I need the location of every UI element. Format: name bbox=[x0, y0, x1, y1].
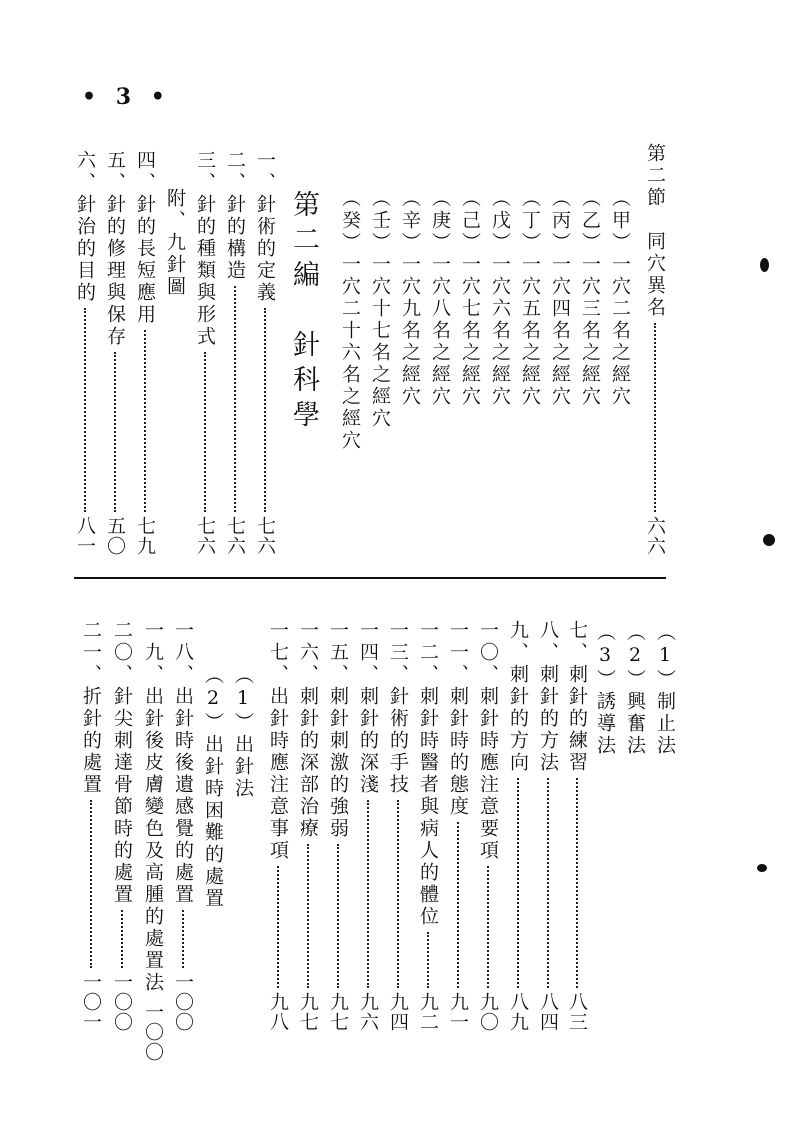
toc-entry[interactable] bbox=[141, 620, 165, 1062]
entry-page-number: 一〇〇 bbox=[172, 972, 194, 1032]
entry-page-number: 九七 bbox=[297, 992, 319, 1032]
toc-entry bbox=[338, 188, 362, 452]
entry-page-number: 八一 bbox=[74, 516, 96, 556]
entry-label: 六、針治的目的 bbox=[74, 150, 96, 304]
dot-leader bbox=[427, 932, 429, 988]
dot-leader bbox=[204, 352, 206, 512]
toc-entry[interactable] bbox=[416, 620, 440, 1032]
toc-entry[interactable] bbox=[326, 620, 350, 1032]
dot-leader bbox=[547, 778, 549, 988]
entry-label: 一四、刺針的深淺 bbox=[357, 620, 379, 796]
entry-label: 三、針的種類與形式 bbox=[194, 150, 216, 348]
entry-label: 一九、出針後皮膚變色及高腫的處置法 bbox=[142, 620, 164, 994]
entry-page-number: 七六 bbox=[194, 516, 216, 556]
entry-label: （丁）一穴五名之經穴 bbox=[519, 188, 541, 408]
page-number: • 3 • bbox=[82, 84, 171, 110]
entry-page-number: 九〇 bbox=[477, 992, 499, 1032]
dot-leader bbox=[121, 910, 123, 968]
toc-entry bbox=[368, 188, 392, 430]
entry-label: 一〇、刺針時應注意要項 bbox=[477, 620, 499, 862]
dot-leader bbox=[182, 910, 184, 968]
toc-entry[interactable] bbox=[253, 150, 277, 556]
entry-page-number: 五〇 bbox=[104, 516, 126, 556]
entry-page-number: 九二 bbox=[417, 992, 439, 1032]
toc-entry bbox=[653, 622, 677, 757]
entry-page-number: 九七 bbox=[327, 992, 349, 1032]
toc-entry[interactable] bbox=[223, 150, 247, 556]
dot-leader bbox=[397, 800, 399, 988]
entry-label: 第二節 同穴異名 bbox=[644, 143, 666, 319]
entry-label: 八、刺針的方法 bbox=[537, 620, 559, 774]
entry-label: 二、針的構造 bbox=[224, 150, 246, 282]
entry-label: （甲）一穴二名之經穴 bbox=[609, 188, 631, 408]
toc-entry bbox=[518, 188, 542, 408]
entry-page-number: 九六 bbox=[357, 992, 379, 1032]
entry-label: 七、刺針的練習 bbox=[566, 620, 588, 774]
dot-leader bbox=[144, 330, 146, 512]
ink-blot bbox=[757, 864, 767, 872]
entry-page-number: 九四 bbox=[387, 992, 409, 1032]
entry-label: （己）一穴七名之經穴 bbox=[459, 188, 481, 408]
dot-leader bbox=[654, 323, 656, 512]
entry-label: （1）制止法 bbox=[654, 622, 676, 757]
toc-entry[interactable] bbox=[386, 620, 410, 1032]
toc-entry[interactable] bbox=[266, 620, 290, 1032]
dot-leader bbox=[90, 800, 92, 968]
toc-entry bbox=[623, 622, 647, 757]
toc-entry[interactable] bbox=[296, 620, 320, 1032]
dot-leader bbox=[84, 308, 86, 512]
toc-entry[interactable] bbox=[565, 620, 589, 1032]
dot-leader bbox=[307, 844, 309, 988]
toc-entry bbox=[231, 665, 255, 800]
entry-page-number: 九八 bbox=[267, 992, 289, 1032]
entry-page-number: 七六 bbox=[224, 516, 246, 556]
toc-entry[interactable] bbox=[476, 620, 500, 1032]
dot-leader bbox=[277, 866, 279, 988]
toc-entry[interactable] bbox=[536, 620, 560, 1032]
entry-label: （丙）一穴四名之經穴 bbox=[549, 188, 571, 408]
entry-label: （癸）一穴二十六名之經穴 bbox=[339, 188, 361, 452]
entry-page-number: 一〇一 bbox=[80, 972, 102, 1032]
entry-label: （庚）一穴八名之經穴 bbox=[429, 188, 451, 408]
entry-label: （戊）一穴六名之經穴 bbox=[489, 188, 511, 408]
toc-entry[interactable] bbox=[446, 620, 470, 1032]
toc-entry bbox=[201, 665, 225, 910]
ink-blot bbox=[760, 258, 769, 272]
entry-label: （3）誘導法 bbox=[594, 622, 616, 757]
entry-label: 九、刺針的方向 bbox=[507, 620, 529, 774]
entry-label: （壬）一穴十七名之經穴 bbox=[369, 188, 391, 430]
entry-page-number: 九一 bbox=[447, 992, 469, 1032]
entry-label: （2）出針時困難的處置 bbox=[202, 665, 224, 910]
ink-blot bbox=[763, 534, 775, 546]
toc-entry bbox=[428, 188, 452, 408]
toc-entry[interactable] bbox=[506, 620, 530, 1032]
toc-entry[interactable] bbox=[103, 150, 127, 556]
entry-label: 一三、針術的手技 bbox=[387, 620, 409, 796]
entry-label: （1）出針法 bbox=[232, 665, 254, 800]
toc-entry[interactable] bbox=[356, 620, 380, 1032]
entry-label: 一二、刺針時醫者與病人的體位 bbox=[417, 620, 439, 928]
entry-label: （乙）一穴三名之經穴 bbox=[579, 188, 601, 408]
entry-label: 一六、刺針的深部治療 bbox=[297, 620, 319, 840]
entry-label: 四、針的長短應用 bbox=[134, 150, 156, 326]
part-heading bbox=[287, 190, 319, 435]
dot-leader bbox=[487, 866, 489, 988]
dot-leader bbox=[457, 822, 459, 988]
dot-leader bbox=[367, 800, 369, 988]
dot-leader bbox=[576, 778, 578, 988]
toc-entry bbox=[458, 188, 482, 408]
toc-entry bbox=[578, 188, 602, 408]
entry-page-number: 八四 bbox=[537, 992, 559, 1032]
toc-entry[interactable] bbox=[193, 150, 217, 556]
entry-page-number: 六六 bbox=[644, 516, 666, 556]
entry-label: 附、九針圖 bbox=[164, 188, 186, 298]
entry-label: 一一、刺針時的態度 bbox=[447, 620, 469, 818]
toc-entry bbox=[608, 188, 632, 408]
entry-label: 二〇、針尖刺達骨節時的處置 bbox=[111, 620, 133, 906]
entry-page-number: 八九 bbox=[507, 992, 529, 1032]
toc-entry[interactable] bbox=[73, 150, 97, 556]
toc-entry bbox=[398, 188, 422, 408]
entry-label: 五、針的修理與保存 bbox=[104, 150, 126, 348]
dot-leader bbox=[234, 286, 236, 512]
entry-page-number: 一〇〇 bbox=[142, 1002, 164, 1062]
entry-label: 第二編 針科學 bbox=[288, 190, 319, 435]
dot-leader bbox=[337, 844, 339, 988]
entry-label: 一八、出針時後遺感覺的處置 bbox=[172, 620, 194, 906]
toc-entry[interactable] bbox=[643, 143, 667, 556]
toc-entry bbox=[593, 622, 617, 757]
dot-leader bbox=[114, 352, 116, 512]
entry-label: 一七、出針時應注意事項 bbox=[267, 620, 289, 862]
entry-page-number: 七九 bbox=[134, 516, 156, 556]
toc-entry[interactable] bbox=[79, 620, 103, 1032]
toc-entry[interactable] bbox=[171, 620, 195, 1032]
entry-page-number: 八三 bbox=[566, 992, 588, 1032]
entry-label: 二一、折針的處置 bbox=[80, 620, 102, 796]
entry-page-number: 七六 bbox=[254, 516, 276, 556]
toc-entry[interactable] bbox=[110, 620, 134, 1032]
toc-entry bbox=[488, 188, 512, 408]
entry-label: （辛）一穴九名之經穴 bbox=[399, 188, 421, 408]
dot-leader bbox=[264, 308, 266, 512]
dot-leader bbox=[517, 778, 519, 988]
toc-entry bbox=[163, 188, 187, 298]
entry-label: （2）興奮法 bbox=[624, 622, 646, 757]
entry-page-number: 一〇〇 bbox=[111, 972, 133, 1032]
entry-label: 一、針術的定義 bbox=[254, 150, 276, 304]
section-divider bbox=[74, 577, 666, 579]
entry-label: 一五、刺針刺激的強弱 bbox=[327, 620, 349, 840]
toc-entry bbox=[548, 188, 572, 408]
toc-entry[interactable] bbox=[133, 150, 157, 556]
